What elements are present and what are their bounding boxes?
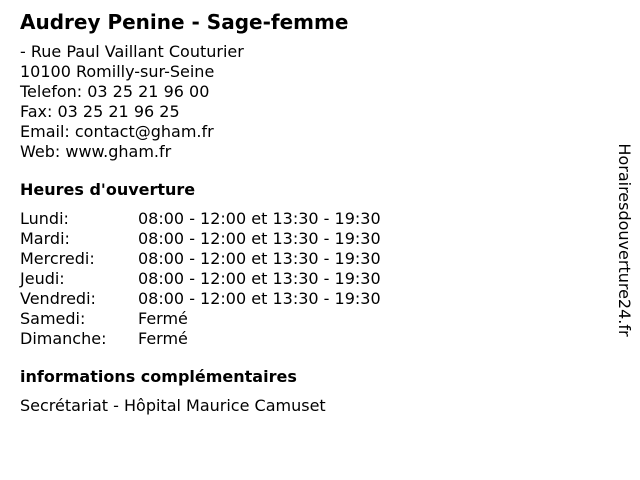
phone-line: Telefon: 03 25 21 96 00 [20,82,210,101]
hours-section-title: Heures d'ouverture [20,180,196,199]
address-line-2: 10100 Romilly-sur-Seine [20,62,215,81]
hours-day-label: Samedi: [20,309,86,328]
business-title: Audrey Penine - Sage-femme [20,10,349,34]
additional-info-text: Secrétariat - Hôpital Maurice Camuset [20,396,326,415]
email-line: Email: contact@gham.fr [20,122,214,141]
hours-day-label: Lundi: [20,209,69,228]
address-line-1: - Rue Paul Vaillant Couturier [20,42,244,61]
hours-table [20,209,610,349]
hours-row-mercredi [20,249,610,269]
hours-row-dimanche [20,329,610,349]
hours-day-label: Mardi: [20,229,70,248]
hours-day-label: Dimanche: [20,329,107,348]
hours-time-value: 08:00 - 12:00 et 13:30 - 19:30 [138,209,381,228]
hours-time-value: 08:00 - 12:00 et 13:30 - 19:30 [138,249,381,268]
site-watermark: Horairesdouverture24.fr [615,143,634,337]
hours-day-label: Mercredi: [20,249,95,268]
hours-row-vendredi [20,289,610,309]
hours-row-samedi [20,309,610,329]
hours-day-label: Vendredi: [20,289,96,308]
hours-time-value: 08:00 - 12:00 et 13:30 - 19:30 [138,229,381,248]
hours-row-lundi [20,209,610,229]
business-card [20,10,610,416]
hours-day-label: Jeudi: [20,269,65,288]
fax-line: Fax: 03 25 21 96 25 [20,102,180,121]
hours-time-value: Fermé [138,329,188,348]
hours-time-value: 08:00 - 12:00 et 13:30 - 19:30 [138,289,381,308]
hours-row-jeudi [20,269,610,289]
hours-row-mardi [20,229,610,249]
hours-time-value: Fermé [138,309,188,328]
additional-info-title: informations complémentaires [20,367,297,386]
web-line: Web: www.gham.fr [20,142,172,161]
hours-time-value: 08:00 - 12:00 et 13:30 - 19:30 [138,269,381,288]
